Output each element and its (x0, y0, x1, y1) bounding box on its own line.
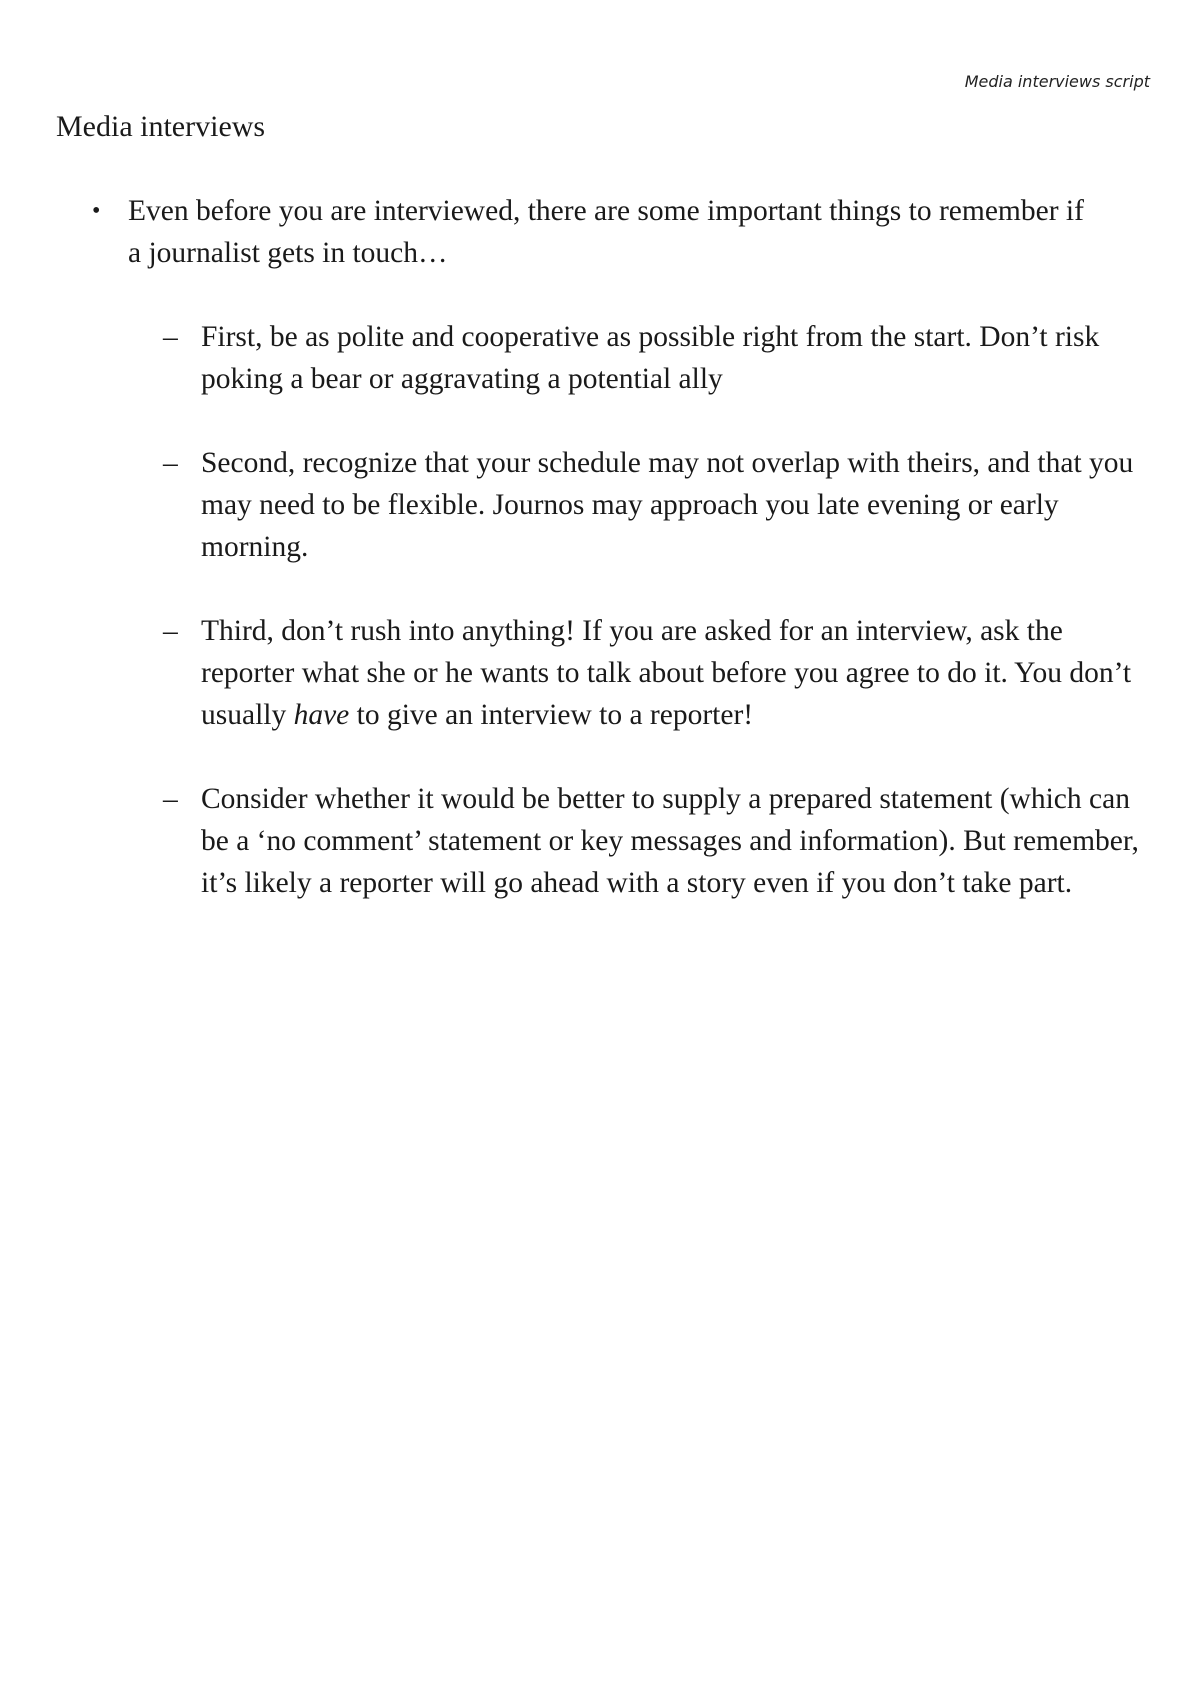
bullet-text: Even before you are interviewed, there are some important things to remember if a journalist gets in touch… (128, 195, 1084, 269)
dash-marker: – (163, 447, 178, 479)
dash-marker: – (163, 615, 178, 647)
bullet-item (0, 190, 1088, 274)
bullet-marker: • (92, 198, 101, 224)
sub-list (0, 316, 1200, 904)
page-title: Media interviews (56, 110, 266, 143)
sub-item-emphasis: have (293, 699, 350, 731)
dash-marker: – (163, 783, 178, 815)
sub-item-third (0, 610, 1141, 736)
document-body (0, 190, 1200, 946)
sub-item-text: Second, recognize that your schedule may not overlap with theirs, and that you may need to be flexible. Journos may approach you late evening or early morning. (201, 447, 1134, 563)
sub-item-second (0, 442, 1141, 568)
sub-item-text: First, be as polite and cooperative as possible right from the start. Don’t risk poking a bear or aggravating a potential ally (201, 321, 1100, 395)
sub-item-fourth (0, 778, 1141, 904)
sub-item-text: Consider whether it would be better to supply a prepared statement (which can be a ‘no comment’ statement or key messages and information). But remember, it’s likely a reporter will go ahead with a story even if you don’t take part. (201, 783, 1139, 899)
dash-marker: – (163, 321, 178, 353)
sub-item-text-after: to give an interview to a reporter! (349, 699, 754, 731)
running-header: Media interviews script (964, 72, 1150, 91)
sub-item-first (0, 316, 1141, 400)
sub-item-text-before: Third, don’t rush into anything! If you are asked for an interview, ask the reporter what she or he wants to talk about before you agree to do it. You don’t usually (201, 615, 1132, 731)
